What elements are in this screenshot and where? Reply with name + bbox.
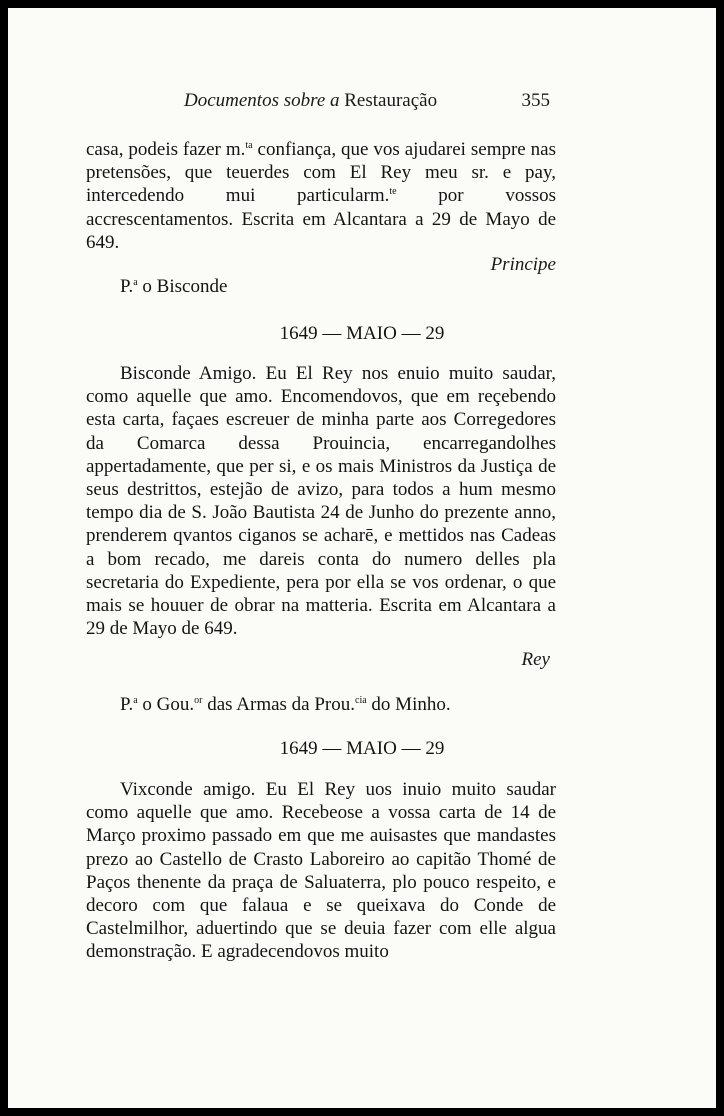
letter2-body — [86, 362, 556, 640]
letter2-addr-sup-c: cia — [355, 695, 367, 706]
letter1-body — [86, 138, 556, 254]
letter3-body — [86, 778, 556, 964]
letter1-addressee — [120, 276, 227, 298]
letter2-addr-b: o Gou. — [137, 694, 195, 715]
page-number: 355 — [521, 90, 550, 111]
letter2-date: 1649 — MAIO — 29 — [279, 323, 445, 344]
letter3-paragraph: Vixconde amigo. Eu El Rey uos inuio muito saudar como aquelle que amo. Recebeose a vossa carta de 14 de Março proximo passado em que me auisastes que mandastes prezo ao Castello de Crasto Laboreiro ao capitão Thomé de Paços thenente da praça de Saluaterra, plo pouco respeito, e decoro com que falaua e se queixava do Conde de Castelmilhor, aduertindo que se deuia fazer com elle algua demonstração. E agradecendovos muito — [86, 779, 556, 963]
letter1-sup1: ta — [245, 140, 253, 151]
letter1-addr-a: P. — [120, 276, 134, 297]
letter2-signature: Rey — [521, 649, 550, 670]
header-title — [184, 90, 437, 112]
letter1-text-b: confiança, que vos ajudarei sempre nas pretensões, que teuerdes com El Rey meu sr. e pay, intercedendo mui particularm. — [86, 139, 556, 207]
letter1-addr-b: o Bisconde — [137, 276, 228, 297]
letter2-addr-a: P. — [120, 694, 134, 715]
letter2-addressee — [120, 694, 451, 716]
letter2-addr-sup-b: or — [194, 695, 203, 706]
letter2-addr-sup-a: a — [133, 695, 138, 706]
letter1-text-a: casa, podeis fazer m. — [86, 139, 246, 160]
letter2-paragraph: Bisconde Amigo. Eu El Rey nos enuio muito saudar, como aquelle que amo. Encomendovos, que em reçebendo esta carta, façaes escreuer de minha parte aos Corregedores da Comarca dessa Prouincia, encarregandolhes appertadamente, que per si, e os mais Ministros da Justiça de seus destrittos, estejão de avizo, para todos a hum mesmo tempo dia de S. João Bautista 24 de Junho do prezente anno, prenderem qvantos ciganos se acharē, e mettidos nas Cadeas a bom recado, me dareis conta do numero delles pla secretaria do Expediente, pera por ella se vos ordenar, o que mais se houuer de obrar na matteria. Escrita em Alcantara a 29 de Mayo de 649. — [86, 363, 556, 640]
header-title-rest: Restauração — [339, 90, 438, 111]
letter1-text-c: por vossos accrescentamentos. Escrita em Alcantara a 29 de Mayo de 649. — [86, 185, 557, 253]
letter2-addr-d: do Minho. — [366, 694, 451, 715]
letter1-signature: Principe — [490, 254, 556, 275]
letter2-addr-c: das Armas da Prou. — [202, 694, 356, 715]
letter3-date: 1649 — MAIO — 29 — [279, 738, 445, 759]
header-title-italic: Documentos sobre a — [184, 90, 340, 111]
document-page — [8, 8, 716, 1108]
letter1-paragraph — [86, 138, 556, 254]
letter1-sup2: te — [389, 186, 397, 198]
letter1-addr-sup: a — [133, 277, 138, 288]
